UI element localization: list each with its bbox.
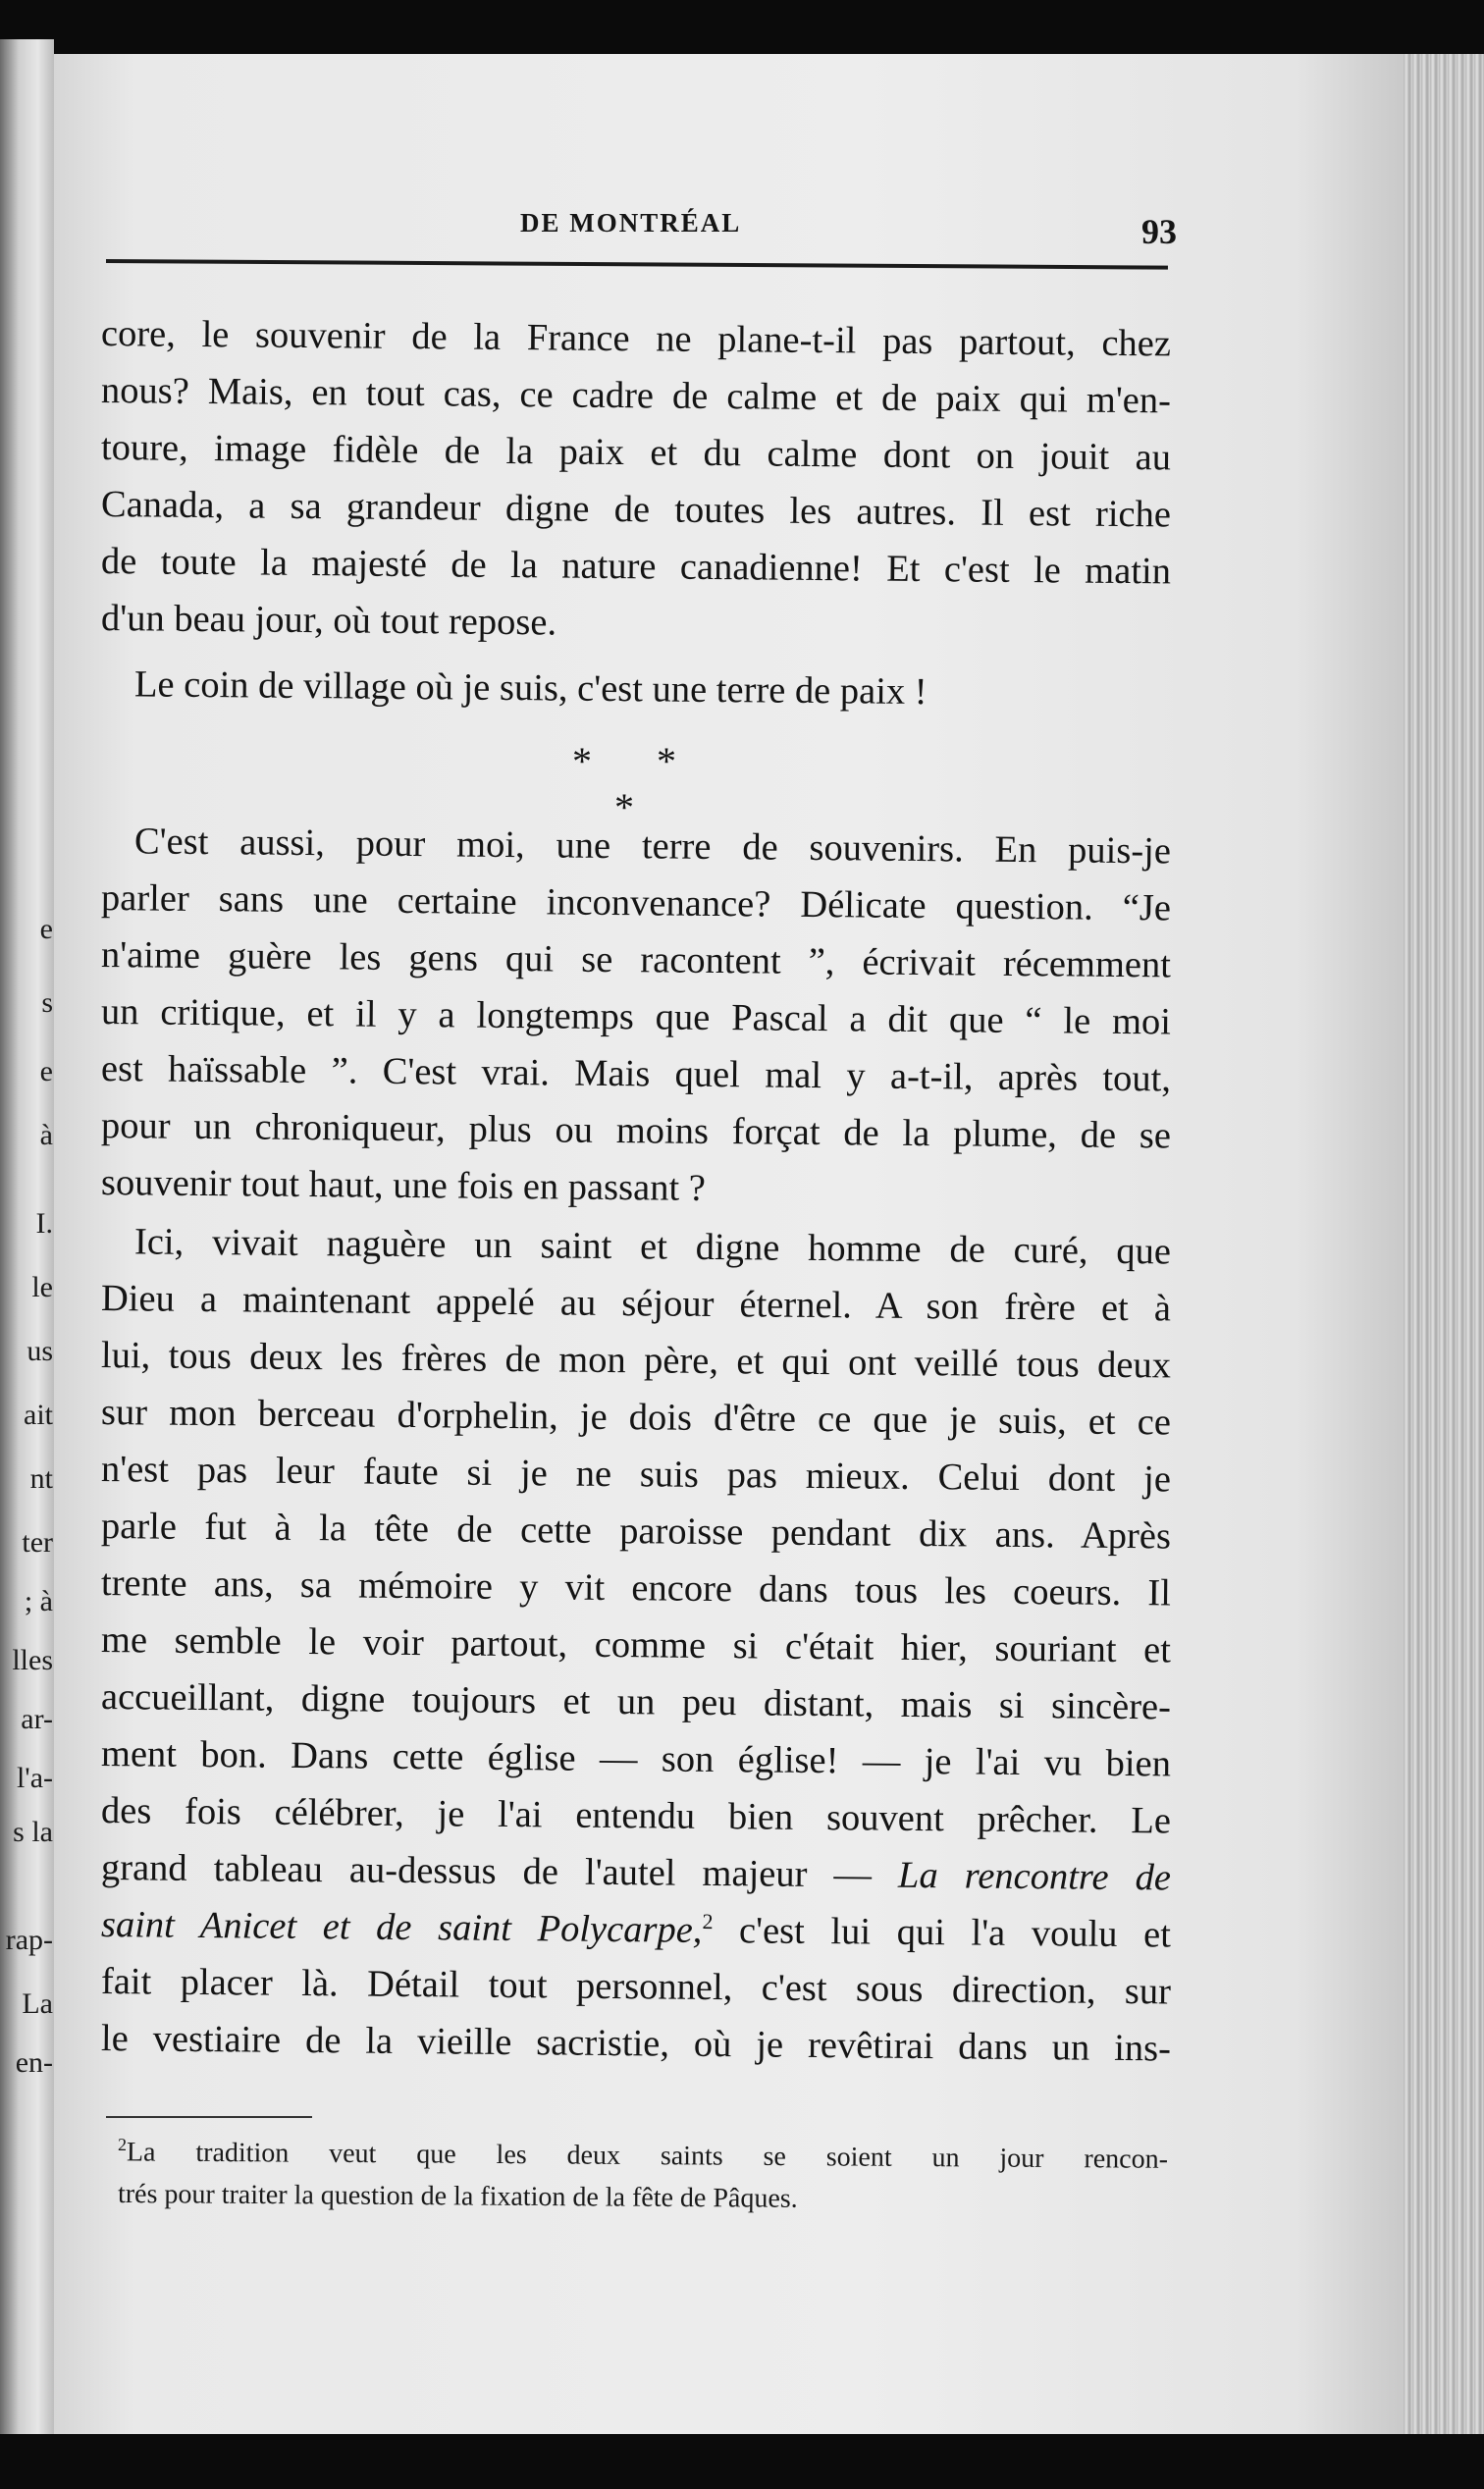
facing-page-fragment: rap- xyxy=(5,1924,53,1956)
text-line: d'un beau jour, où tout repose. xyxy=(100,598,557,644)
text-line: lui, tous deux les frères de mon père, et qui ont veillé tous deux xyxy=(100,1335,1172,1387)
footnote-marker: 2 xyxy=(117,2135,128,2155)
facing-page-fragment: e xyxy=(39,1055,53,1087)
facing-page-fragment: La xyxy=(22,1987,53,2020)
footnote-line: trés pour traiter la question de la fixation de la fête de Pâques. xyxy=(117,2179,798,2214)
text-segment: grand tableau au-dessus de l'autel majeur — xyxy=(100,1847,873,1896)
text-line: C'est aussi, pour moi, une terre de souvenirs. En puis-je xyxy=(133,821,1172,873)
facing-page-fragment: le xyxy=(31,1271,53,1303)
section-separator: * * * xyxy=(572,739,704,829)
page-number: 93 xyxy=(1141,212,1177,251)
text-line: le vestiaire de la vieille sacristie, où je revêtirai dans un ins- xyxy=(100,2018,1172,2070)
facing-page-fragment: e xyxy=(39,913,53,945)
text-line: n'est pas leur faute si je ne suis pas mieux. Celui dont je xyxy=(100,1449,1172,1501)
facing-page-fragment: nt xyxy=(29,1462,53,1495)
text-line: est haïssable ”. C'est vrai. Mais quel mal y a-t-il, après tout, xyxy=(100,1048,1172,1100)
text-segment: c'est lui qui l'a voulu et xyxy=(738,1910,1172,1956)
text-line: pour un chroniqueur, plus ou moins forçat de la plume, de se xyxy=(100,1105,1172,1157)
facing-page-fragment: en- xyxy=(15,2046,53,2079)
text-line: nous? Mais, en tout cas, ce cadre de calme et de paix qui m'en- xyxy=(100,370,1172,422)
text-line: un critique, et il y a longtemps que Pascal a dit que “ le moi xyxy=(100,991,1172,1043)
text-line: Dieu a maintenant appelé au séjour éternel. A son frère et à xyxy=(100,1278,1172,1330)
facing-page-fragment: ait xyxy=(24,1399,53,1431)
footnote-ref: 2 xyxy=(702,1909,714,1934)
text-line: Le coin de village où je suis, c'est une terre de paix ! xyxy=(133,663,928,714)
italic-title: La rencontre de xyxy=(897,1854,1172,1899)
text-line: parler sans une certaine inconvenance? Délicate question. “Je xyxy=(100,877,1172,929)
text-line: n'aime guère les gens qui se racontent ”, écrivait récemment xyxy=(100,934,1172,986)
text-line: Ici, vivait naguère un saint et digne homme de curé, que xyxy=(133,1221,1172,1273)
text-line: souvenir tout haut, une fois en passant ? xyxy=(100,1162,707,1209)
footnote-rule xyxy=(106,2116,312,2118)
italic-title: saint Anicet et de saint Polycarpe, xyxy=(100,1904,703,1951)
footnote-text: La tradition veut que les deux saints se soient un jour rencon- xyxy=(126,2137,1169,2175)
facing-page-fragment: ar- xyxy=(21,1703,53,1735)
text-line: fait placer là. Détail tout personnel, c'est sous direction, sur xyxy=(100,1961,1172,2013)
text-line: toure, image fidèle de la paix et du calme dont on jouit au xyxy=(100,427,1172,479)
text-line: des fois célébrer, je l'ai entendu bien souvent prêcher. Le xyxy=(100,1790,1172,1842)
facing-page-fragment: ter xyxy=(22,1526,53,1559)
text-line: me semble le voir partout, comme si c'était hier, souriant et xyxy=(100,1619,1172,1671)
facing-page-fragment: I. xyxy=(35,1207,53,1240)
facing-page-fragment: s la xyxy=(13,1816,53,1848)
facing-page-fragment: us xyxy=(26,1335,53,1367)
text-line: ment bon. Dans cette église — son église! — je l'ai vu bien xyxy=(100,1733,1172,1785)
facing-page-edge xyxy=(0,39,54,2434)
text-line: sur mon berceau d'orphelin, je dois d'être ce que je suis, et ce xyxy=(100,1392,1172,1444)
text-line: Canada, a sa grandeur digne de toutes les autres. Il est riche xyxy=(100,484,1172,536)
text-line: de toute la majesté de la nature canadienne! Et c'est le matin xyxy=(100,541,1172,593)
page-edges xyxy=(1404,54,1484,2434)
facing-page-fragment: lles xyxy=(12,1644,53,1676)
text-line: accueillant, digne toujours et un peu distant, mais si sincère- xyxy=(100,1676,1172,1728)
facing-page-fragment: ; à xyxy=(24,1585,53,1617)
text-line: parle fut à la tête de cette paroisse pendant dix ans. Après xyxy=(100,1506,1172,1558)
facing-page-fragment: s xyxy=(41,986,53,1019)
facing-page-fragment: à xyxy=(39,1119,53,1151)
text-line: core, le souvenir de la France ne plane-t-il pas partout, chez xyxy=(100,313,1172,365)
facing-page-fragment: l'a- xyxy=(16,1762,53,1794)
running-head: DE MONTRÉAL xyxy=(520,208,742,238)
text-line: trente ans, sa mémoire y vit encore dans tous les coeurs. Il xyxy=(100,1562,1172,1615)
